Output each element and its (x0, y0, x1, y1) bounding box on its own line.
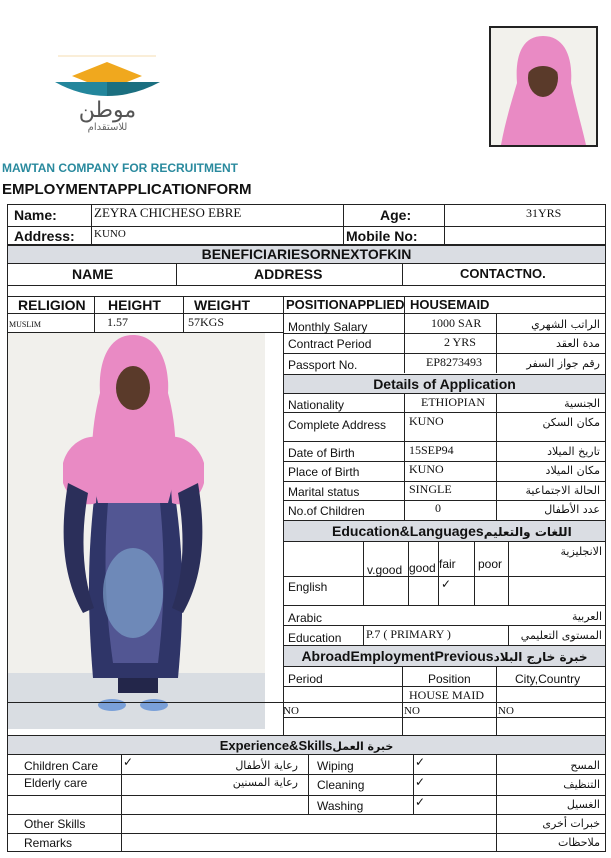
elderly-care-label: Elderly care (24, 776, 88, 790)
other-skills-label: Other Skills (24, 817, 86, 831)
abroad-city-no: NO (498, 705, 514, 717)
children-count-label: No.of Children (288, 504, 365, 518)
passport-value: EP8273493 (426, 355, 483, 369)
details-section-header: Details of Application (283, 374, 606, 394)
abroad-period-no: NO (283, 705, 299, 717)
complete-address-label-ar: مكان السكن (542, 416, 600, 429)
english-label-ar-top: الانجليزية (560, 545, 602, 558)
name-label: Name: (14, 207, 57, 223)
dob-label: Date of Birth (288, 446, 355, 460)
religion-value: MUSLIM (9, 320, 42, 329)
wiping-label-ar: المسح (570, 759, 600, 772)
level-good: good (409, 561, 436, 575)
english-label: English (288, 580, 328, 594)
level-vgood: v.good (367, 563, 403, 577)
other-skills-label-ar: خبرات أخرى (542, 817, 600, 830)
logo-arabic-main: موطن (78, 98, 137, 123)
washing-check: ✓ (415, 795, 426, 809)
education-label: Education (288, 631, 342, 645)
salary-label-ar: الراتب الشهري (531, 318, 600, 331)
dob-label-ar: تاريخ الميلاد (547, 445, 600, 458)
abroad-header-ar: خبرة خارج البلاد (493, 650, 588, 664)
age-value: 31YRS (526, 206, 562, 220)
applicant-photo-portrait (489, 26, 598, 147)
company-logo (50, 52, 165, 137)
cleaning-label: Cleaning (317, 778, 365, 792)
applicant-photo-full-body (8, 333, 265, 729)
passport-label-ar: رقم جواز السفر (526, 357, 600, 370)
contract-value: 2 YRS (444, 335, 476, 349)
cleaning-label-ar: التنظيف (563, 778, 600, 791)
name-value: ZEYRA CHICHESO EBRE (94, 205, 242, 220)
arabic-label-ar: العربية (571, 610, 602, 623)
children-count-label-ar: عدد الأطفال (544, 503, 600, 516)
salary-value: 1000 SAR (431, 316, 482, 330)
religion-label: RELIGION (18, 297, 86, 313)
address-label: Address: (14, 228, 75, 244)
nationality-value: ETHIOPIAN (421, 395, 485, 409)
elderly-care-label-ar: رعاية المسنين (232, 776, 298, 789)
weight-label: WEIGHT (194, 297, 250, 313)
washing-label: Washing (317, 799, 364, 813)
abroad-col-position: Position (428, 672, 471, 686)
mobile-label: Mobile No: (346, 228, 418, 244)
complete-address-value: KUNO (409, 414, 444, 428)
dob-value: 15SEP94 (409, 443, 454, 457)
level-fair: fair (439, 557, 456, 571)
nationality-label: Nationality (288, 398, 345, 412)
education-label-ar: المستوى التعليمي (520, 629, 602, 642)
abroad-position-value: HOUSE MAID (409, 688, 484, 702)
age-label: Age: (380, 207, 412, 223)
skills-header-ar: خبرة العمل (332, 740, 394, 753)
kin-col-address: ADDRESS (254, 266, 323, 282)
education-header-en: Education&Languages (332, 523, 484, 539)
skills-header-en: Experience&Skills (219, 738, 333, 753)
nationality-label-ar: الجنسية (564, 397, 600, 410)
children-count-value: 0 (435, 501, 441, 515)
remarks-label: Remarks (24, 836, 73, 850)
children-care-label-ar: رعاية الأطفال (235, 759, 298, 772)
kin-col-contact: CONTACTNO. (460, 266, 546, 281)
abroad-header-en: AbroadEmploymentPrevious (301, 648, 494, 664)
position-applied-label: POSITIONAPPLIED (286, 297, 405, 312)
level-poor: poor (478, 557, 503, 571)
pob-label: Place of Birth (288, 465, 360, 479)
arabic-label: Arabic (288, 611, 323, 625)
height-value: 1.57 (107, 315, 128, 329)
address-value: KUNO (94, 228, 126, 240)
children-care-check: ✓ (123, 755, 134, 769)
weight-value: 57KGS (188, 315, 225, 329)
abroad-col-period: Period (288, 672, 323, 686)
kin-col-name: NAME (72, 266, 114, 282)
salary-label: Monthly Salary (288, 320, 368, 334)
contract-label: Contract Period (288, 337, 372, 351)
abroad-position-no: NO (404, 705, 420, 717)
abroad-section-header (283, 645, 606, 667)
complete-address-label: Complete Address (288, 418, 387, 432)
cleaning-check: ✓ (415, 775, 426, 789)
remarks-label-ar: ملاحظات (558, 836, 600, 849)
kin-section-header: BENEFICIARIESORNEXTOFKIN (7, 245, 606, 264)
children-care-label: Children Care (24, 759, 99, 773)
education-section-header (283, 520, 606, 542)
marital-status-value: SINGLE (409, 482, 452, 496)
abroad-col-city: City,Country (515, 672, 581, 686)
pob-value: KUNO (409, 462, 444, 476)
form-title: EMPLOYMENTAPPLICATIONFORM (2, 181, 252, 198)
wiping-check: ✓ (415, 755, 426, 769)
marital-status-label: Marital status (288, 485, 360, 499)
wiping-label: Wiping (317, 759, 354, 773)
passport-label: Passport No. (288, 358, 358, 372)
skills-section-header (7, 735, 606, 755)
height-label: HEIGHT (108, 297, 161, 313)
education-value: P.7 ( PRIMARY ) (366, 627, 451, 641)
pob-label-ar: مكان الميلاد (545, 464, 600, 477)
logo-arabic-sub: للاستقدام (87, 122, 128, 133)
position-applied-value: HOUSEMAID (410, 297, 490, 312)
washing-label-ar: الغسيل (566, 798, 600, 811)
marital-status-label-ar: الحالة الاجتماعية (525, 484, 600, 497)
company-name: MAWTAN COMPANY FOR RECRUITMENT (2, 161, 238, 175)
education-header-ar: اللغات والتعليم (483, 525, 572, 539)
contract-label-ar: مدة العقد (556, 337, 600, 350)
english-fair-check: ✓ (441, 577, 452, 591)
